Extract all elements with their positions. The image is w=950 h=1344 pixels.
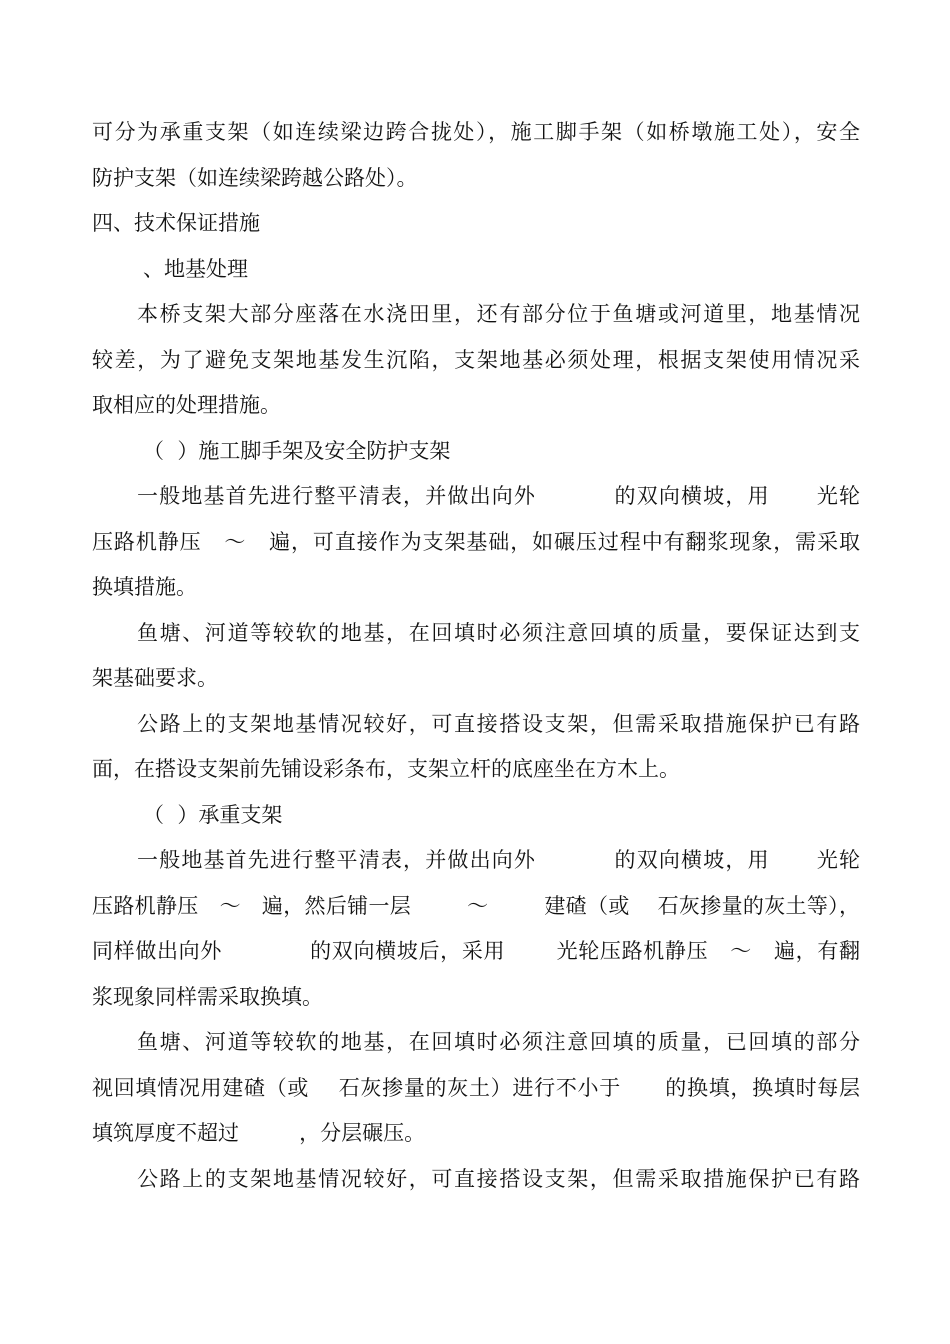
section-heading: 四、技术保证措施 [92,211,260,235]
paragraph-line: 公路上的支架地基情况较好，可直接搭设支架，但需采取措施保护已有路 [137,712,860,736]
paragraph-line: 面，在搭设支架前先铺设彩条布，支架立杆的底座坐在方木上。 [92,757,680,781]
paragraph-line: 防护支架（如连续梁跨越公路处）。 [92,166,418,190]
paragraph-line: 取相应的处理措施。 [92,393,281,417]
paragraph-line: 一般地基首先进行整平清表，并做出向外 的双向横坡，用 光轮 [137,848,860,872]
subsection-heading: （ ）承重支架 [143,803,283,827]
paragraph-line: 填筑厚度不超过 ，分层碾压。 [92,1121,426,1145]
paragraph-line: 可分为承重支架（如连续梁边跨合拢处），施工脚手架（如桥墩施工处），安全 [92,120,860,144]
subsection-heading: 、地基处理 [143,257,248,281]
paragraph-line: 架基础要求。 [92,666,218,690]
paragraph-line: 同样做出向外 的双向横坡后，采用 光轮压路机静压 ～ 遍，有翻 [92,939,860,963]
paragraph-line: 浆现象同样需采取换填。 [92,985,323,1009]
paragraph-line: 鱼塘、河道等较软的地基，在回填时必须注意回填的质量，要保证达到支 [137,621,860,645]
paragraph-line: 换填措施。 [92,575,197,599]
paragraph-line: 一般地基首先进行整平清表，并做出向外 的双向横坡，用 光轮 [137,484,860,508]
paragraph-line: 较差，为了避免支架地基发生沉陷，支架地基必须处理，根据支架使用情况采 [92,348,860,372]
paragraph-line: 压路机静压 ～ 遍，然后铺一层 ～ 建碴（或 石灰掺量的灰土等）， [92,894,860,918]
paragraph-line: 压路机静压 ～ 遍，可直接作为支架基础，如碾压过程中有翻浆现象，需采取 [92,530,860,554]
subsection-heading: （ ）施工脚手架及安全防护支架 [143,439,451,463]
paragraph-line: 公路上的支架地基情况较好，可直接搭设支架，但需采取措施保护已有路 [137,1167,860,1191]
paragraph-line: 本桥支架大部分座落在水浇田里，还有部分位于鱼塘或河道里，地基情况 [137,302,860,326]
paragraph-line: 视回填情况用建碴（或 石灰掺量的灰土）进行不小于 的换填，换填时每层 [92,1076,860,1100]
paragraph-line: 鱼塘、河道等较软的地基，在回填时必须注意回填的质量，已回填的部分 [137,1030,860,1054]
